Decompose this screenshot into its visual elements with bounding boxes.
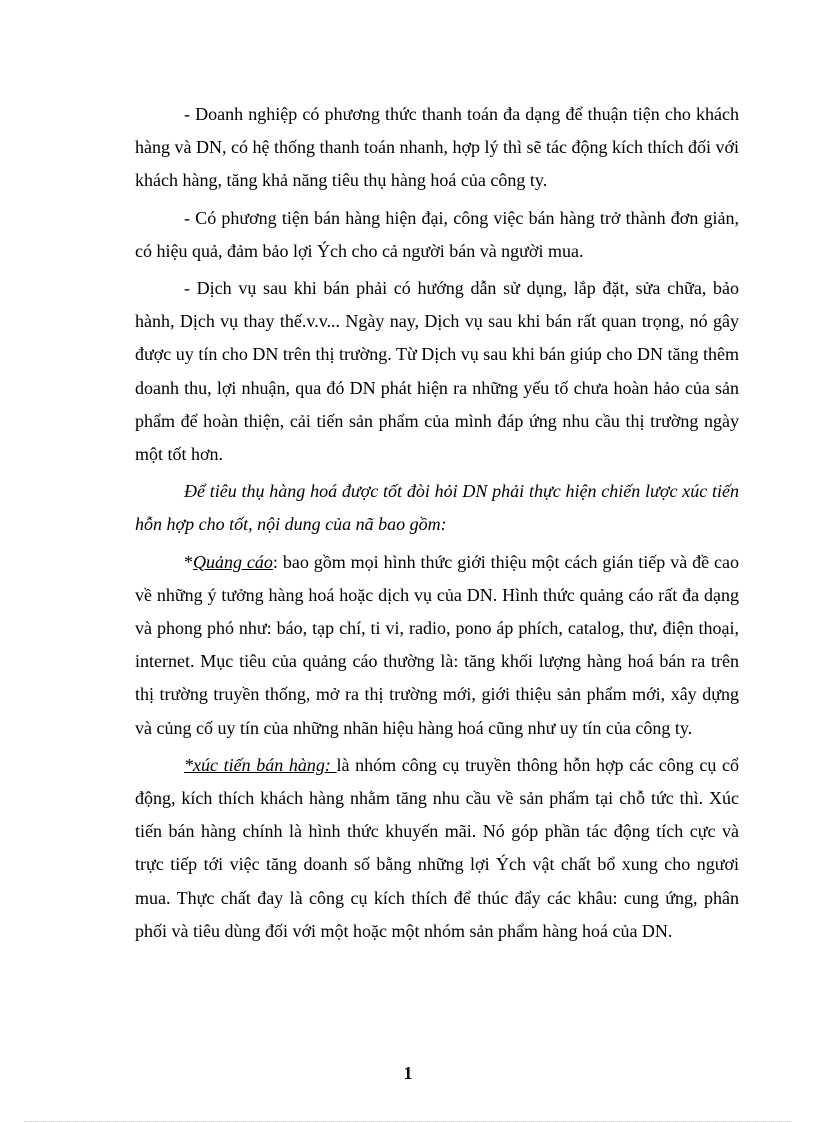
- term-sales-promotion: *xúc tiến bán hàng:: [184, 754, 337, 775]
- paragraph-text: : bao gồm mọi hình thức giới thiệu một cách gián tiếp và đề cao về những ý tưởng hàng hoá hoặc dịch vụ của DN. Hình thức quảng cáo rất đa dạng và phong phó như: báo, tạp chí, ti vi, radio, pono áp phích, catalog, thư, điện thoại, internet. Mục tiêu của quảng cáo thường là: tăng khối lượng hàng hoá bán ra trên thị trường truyền thống, mở ra thị trường mới, giới thiệu sản phẩm mới, xây dựng và củng cố uy tín của những nhãn hiệu hàng hoá cũng như uy tín của công ty.: [135, 551, 739, 738]
- paragraph-text: - Dịch vụ sau khi bán phải có hướng dẫn sử dụng, lắp đặt, sửa chữa, bảo hành, Dịch vụ thay thế.v.v... Ngày nay, Dịch vụ sau khi bán rất quan trọng, nó gây được uy tín cho DN trên thị trường. Từ Dịch vụ sau khi bán giúp cho DN tăng thêm doanh thu, lợi nhuận, qua đó DN phát hiện ra những yếu tố chưa hoàn hảo của sản phẩm để hoàn thiện, cải tiến sản phẩm của mình đáp ứng nhu cầu thị trường ngày một tốt hơn.: [135, 278, 739, 465]
- page-bottom-divider: [24, 1121, 792, 1122]
- bullet-prefix: *: [184, 551, 193, 572]
- paragraph-after-sales-service: [135, 272, 739, 471]
- paragraph-advertising: [135, 546, 739, 745]
- paragraph-promotion-strategy: [135, 475, 739, 541]
- paragraph-text: - Có phương tiện bán hàng hiện đại, công việc bán hàng trở thành đơn giản, có hiệu quả, đảm bảo lợi Ých cho cả người bán và người mua.: [135, 207, 739, 261]
- paragraph-text: - Doanh nghiệp có phương thức thanh toán đa dạng để thuận tiện cho khách hàng và DN, có hệ thống thanh toán nhanh, hợp lý thì sẽ tác động kích thích đối với khách hàng, tăng khả năng tiêu thụ hàng hoá của công ty.: [135, 104, 739, 191]
- page-body: [135, 98, 739, 952]
- paragraph-sales-facilities: [135, 202, 739, 268]
- paragraph-text: là nhóm công cụ truyền thông hỗn hợp các công cụ cổ động, kích thích khách hàng nhằm tăng nhu cầu về sản phẩm tại chỗ tức thì. Xúc tiến bán hàng chính là hình thức khuyến mãi. Nó góp phần tác động tích cực và trực tiếp tới việc tăng doanh số bằng những lợi Ých vật chất bổ xung cho ngươi mua. Thực chất đay là công cụ kích thích để thúc đẩy các khâu: cung ứng, phân phối và tiêu dùng đối với một hoặc một nhóm sản phẩm hàng hoá của DN.: [135, 754, 739, 941]
- page-number: 1: [403, 1063, 413, 1083]
- paragraph-sales-promotion: [135, 749, 739, 948]
- term-advertising: Quảng cáo: [193, 551, 273, 572]
- paragraph-text: Để tiêu thụ hàng hoá được tốt đòi hỏi DN phải thực hiện chiến lược xúc tiến hỗn hợp cho tốt, nội dung của nã bao gồm:: [135, 481, 739, 535]
- paragraph-payment-methods: [135, 98, 739, 198]
